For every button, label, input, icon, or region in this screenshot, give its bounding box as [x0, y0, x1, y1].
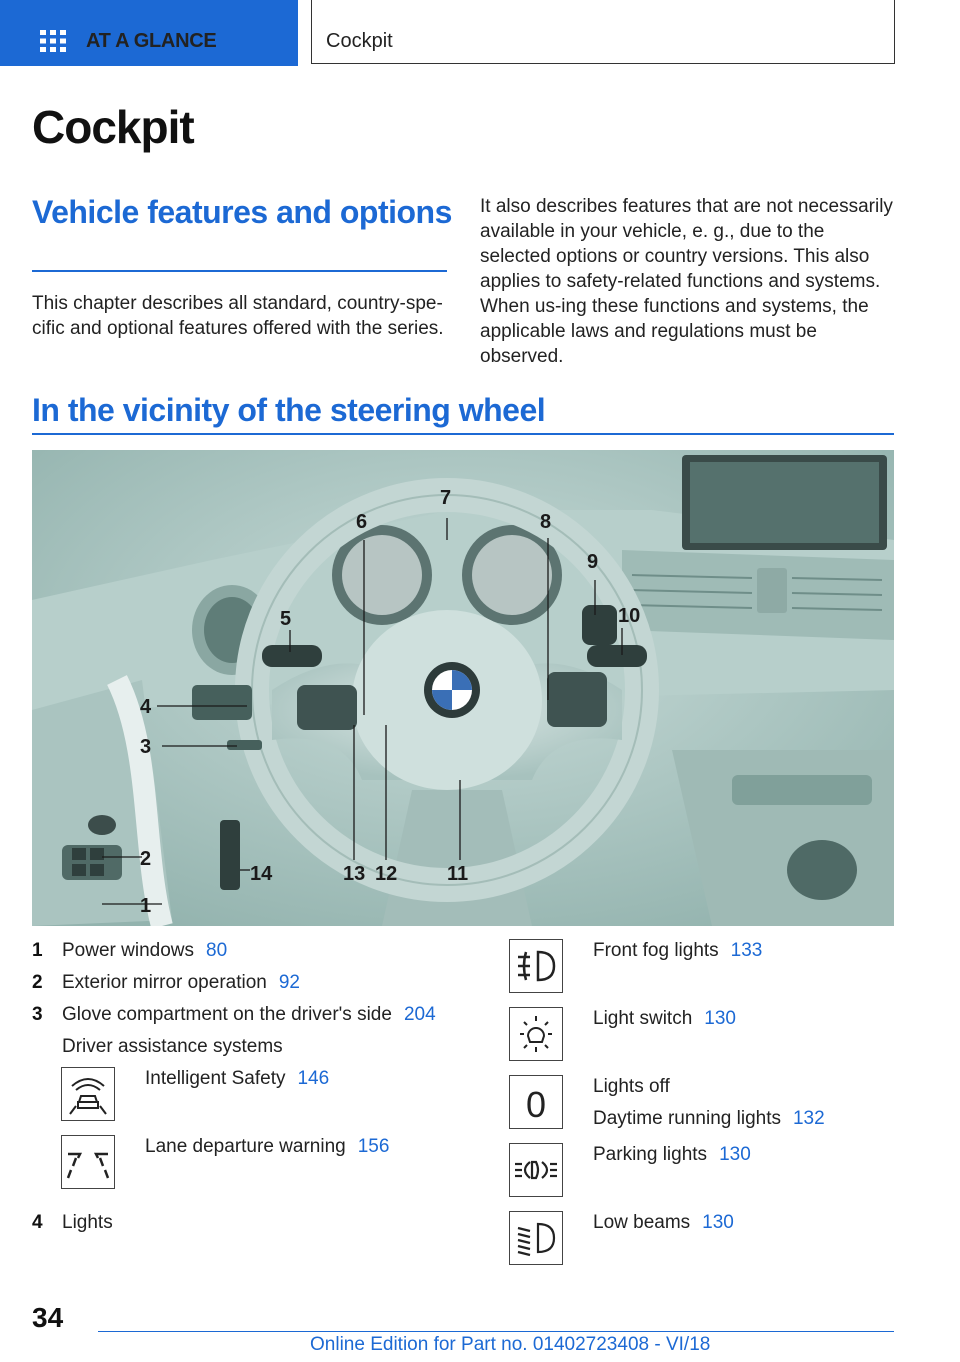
page-ref-link[interactable]: 130 — [704, 1008, 736, 1029]
list-item: Power windows 80 — [62, 940, 228, 961]
page-title: Cockpit — [32, 101, 194, 153]
list-item-number: 2 — [32, 972, 43, 993]
intro-left-text: This chapter describes all standard, country-spe-cific and optional features offered with the series. — [32, 293, 444, 339]
callout-1: 1 — [140, 895, 152, 917]
section-tab-label[interactable]: AT A GLANCE — [86, 30, 217, 52]
list-item: Lane departure warning 156 — [145, 1136, 390, 1157]
callout-6: 6 — [356, 511, 368, 533]
chapter-label: Cockpit — [326, 30, 393, 52]
lights-off-icon — [509, 1075, 563, 1129]
parking-lights-icon — [509, 1143, 563, 1197]
callout-4: 4 — [140, 696, 152, 718]
list-item: Low beams 130 — [593, 1212, 734, 1233]
list-item: Exterior mirror operation 92 — [62, 972, 300, 993]
list-item: Front fog lights 133 — [593, 940, 763, 961]
footer-rule — [98, 1331, 894, 1332]
page-ref-link[interactable]: 132 — [792, 1108, 825, 1129]
grid-icon[interactable] — [40, 30, 66, 52]
page-ref-link[interactable]: 80 — [206, 940, 228, 961]
list-item: Light switch 130 — [593, 1008, 736, 1029]
page-number: 34 — [32, 1302, 64, 1333]
intro-right-text: It also describes features that are not necessarily available in your vehicle, e. g., due to the selected options or country versions. This also applies to safety-related functions and systems. When us-ing these functions and systems, the applicable laws and regulations must be observed. — [480, 196, 893, 367]
callout-8: 8 — [540, 511, 552, 533]
list-item: Daytime running lights 132 — [593, 1108, 825, 1129]
chapter-header — [311, 0, 895, 64]
page-ref-link[interactable]: 133 — [730, 940, 763, 961]
callout-9: 9 — [587, 551, 599, 573]
lights-off-glyph: 0 — [525, 1084, 547, 1125]
callout-14: 14 — [250, 863, 273, 885]
page-ref-link[interactable]: 130 — [702, 1212, 734, 1233]
page-ref-link[interactable]: 92 — [278, 972, 300, 993]
list-item: Intelligent Safety 146 — [145, 1068, 330, 1089]
intelligent-safety-icon — [61, 1067, 115, 1121]
list-item-number: 1 — [32, 940, 43, 961]
list-item: Parking lights 130 — [593, 1144, 751, 1165]
page-ref-link[interactable]: 146 — [297, 1068, 330, 1089]
page-ref-link[interactable]: 156 — [357, 1136, 390, 1157]
callout-13: 13 — [343, 863, 366, 885]
callout-3: 3 — [140, 736, 152, 758]
front-fog-lights-icon — [509, 939, 563, 993]
list-item: Glove compartment on the driver's side 204 — [62, 1004, 436, 1025]
lane-departure-icon — [61, 1135, 115, 1189]
section-rule — [32, 270, 447, 272]
list-item-number: 3 — [32, 1004, 43, 1025]
list-item-number: 4 — [32, 1212, 43, 1233]
light-switch-icon — [509, 1007, 563, 1061]
list-item: Lights — [62, 1212, 113, 1233]
section-title: Vehicle features and options — [32, 194, 452, 230]
callout-7: 7 — [440, 487, 452, 509]
callout-10: 10 — [618, 605, 641, 627]
footer-edition: Online Edition for Part no. 01402723408 - VI/18 — [310, 1334, 711, 1355]
page-ref-link[interactable]: 130 — [719, 1144, 751, 1165]
driver-assist-label: Driver assistance systems — [62, 1036, 283, 1057]
cockpit-illustration — [32, 450, 894, 926]
callout-2: 2 — [140, 848, 152, 870]
list-item: Lights off — [593, 1076, 670, 1097]
low-beams-icon — [509, 1211, 563, 1265]
steering-section-title: In the vicinity of the steering wheel — [32, 392, 546, 428]
callout-11: 11 — [447, 863, 469, 885]
steering-section-rule — [32, 433, 894, 435]
callout-12: 12 — [375, 863, 398, 885]
callout-5: 5 — [280, 608, 292, 630]
page-ref-link[interactable]: 204 — [403, 1004, 436, 1025]
